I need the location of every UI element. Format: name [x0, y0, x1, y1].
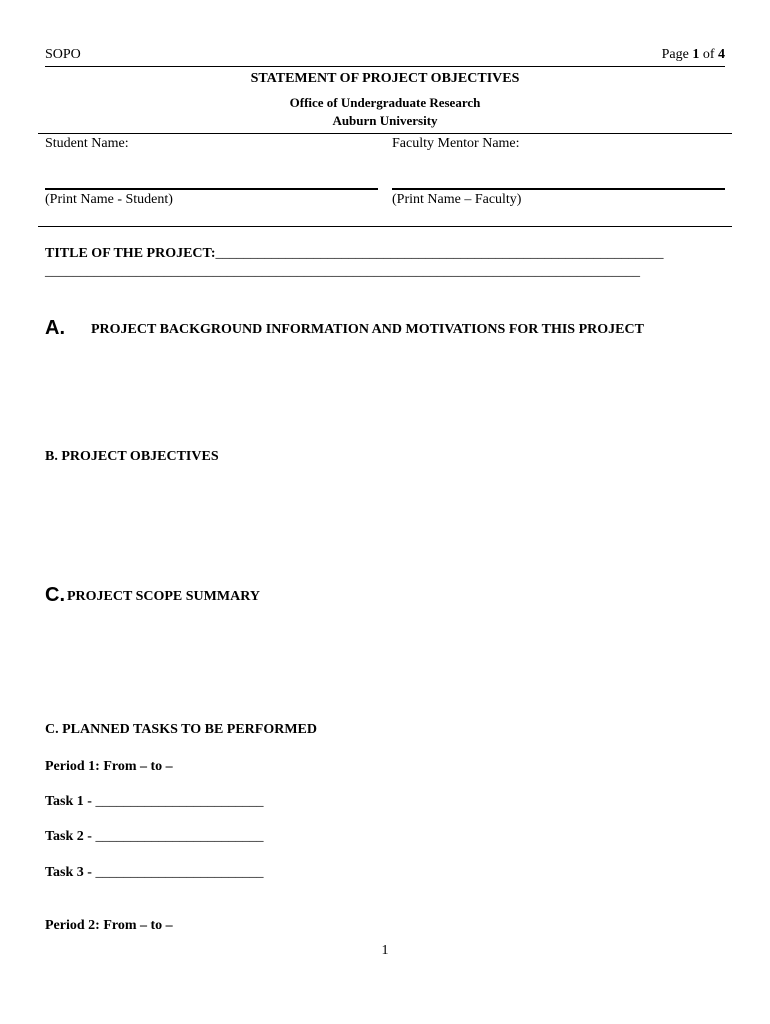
- title-rule: [38, 133, 732, 134]
- task-2-row: [45, 829, 263, 845]
- footer-page-number: 1: [381, 943, 389, 958]
- header-rule: [45, 66, 725, 67]
- project-title-label-text: TITLE OF THE PROJECT:: [45, 246, 216, 261]
- page-current: 1: [692, 47, 700, 62]
- section-b-heading: B. PROJECT OBJECTIVES: [45, 449, 219, 464]
- faculty-print-caption: (Print Name – Faculty): [392, 192, 522, 207]
- planned-tasks-heading: C. PLANNED TASKS TO BE PERFORMED: [45, 722, 318, 737]
- student-name-label: Student Name:: [45, 136, 129, 151]
- student-signature-line[interactable]: [45, 188, 378, 190]
- page-prefix: Page: [661, 47, 693, 62]
- university-name: Auburn University: [332, 113, 438, 128]
- section-a-letter: A.: [45, 317, 65, 339]
- page-total: 4: [718, 47, 725, 62]
- project-title-blank-2[interactable]: _____________________________________________________________________________________: [45, 264, 640, 279]
- page-mid: of: [699, 47, 718, 62]
- task-1-label: Task 1 -: [45, 794, 96, 809]
- period-2-label: Period 2: From – to –: [45, 918, 173, 933]
- task-3-label: Task 3 -: [45, 865, 96, 880]
- task-2-label: Task 2 -: [45, 829, 96, 844]
- names-rule: [38, 226, 732, 227]
- faculty-signature-line[interactable]: [392, 188, 725, 190]
- project-title-blank-1[interactable]: ________________________________________________________________: [215, 246, 664, 261]
- section-c-heading: PROJECT SCOPE SUMMARY: [67, 589, 260, 604]
- header-doc-code: SOPO: [45, 47, 81, 62]
- document-title: STATEMENT OF PROJECT OBJECTIVES: [250, 71, 520, 86]
- task-3-blank[interactable]: ________________________: [95, 865, 264, 880]
- section-a-heading: PROJECT BACKGROUND INFORMATION AND MOTIVATIONS FOR THIS PROJECT: [91, 322, 644, 337]
- section-c-letter: C.: [45, 584, 65, 606]
- task-2-blank[interactable]: ________________________: [95, 829, 264, 844]
- faculty-mentor-name-label: Faculty Mentor Name:: [392, 136, 520, 151]
- period-1-label: Period 1: From – to –: [45, 759, 173, 774]
- student-print-caption: (Print Name - Student): [45, 192, 173, 207]
- task-3-row: [45, 865, 263, 881]
- project-title-label: [45, 246, 664, 262]
- office-name: Office of Undergraduate Research: [289, 95, 481, 110]
- task-1-row: [45, 794, 263, 810]
- task-1-blank[interactable]: ________________________: [95, 794, 264, 809]
- header-page-indicator: [662, 47, 725, 63]
